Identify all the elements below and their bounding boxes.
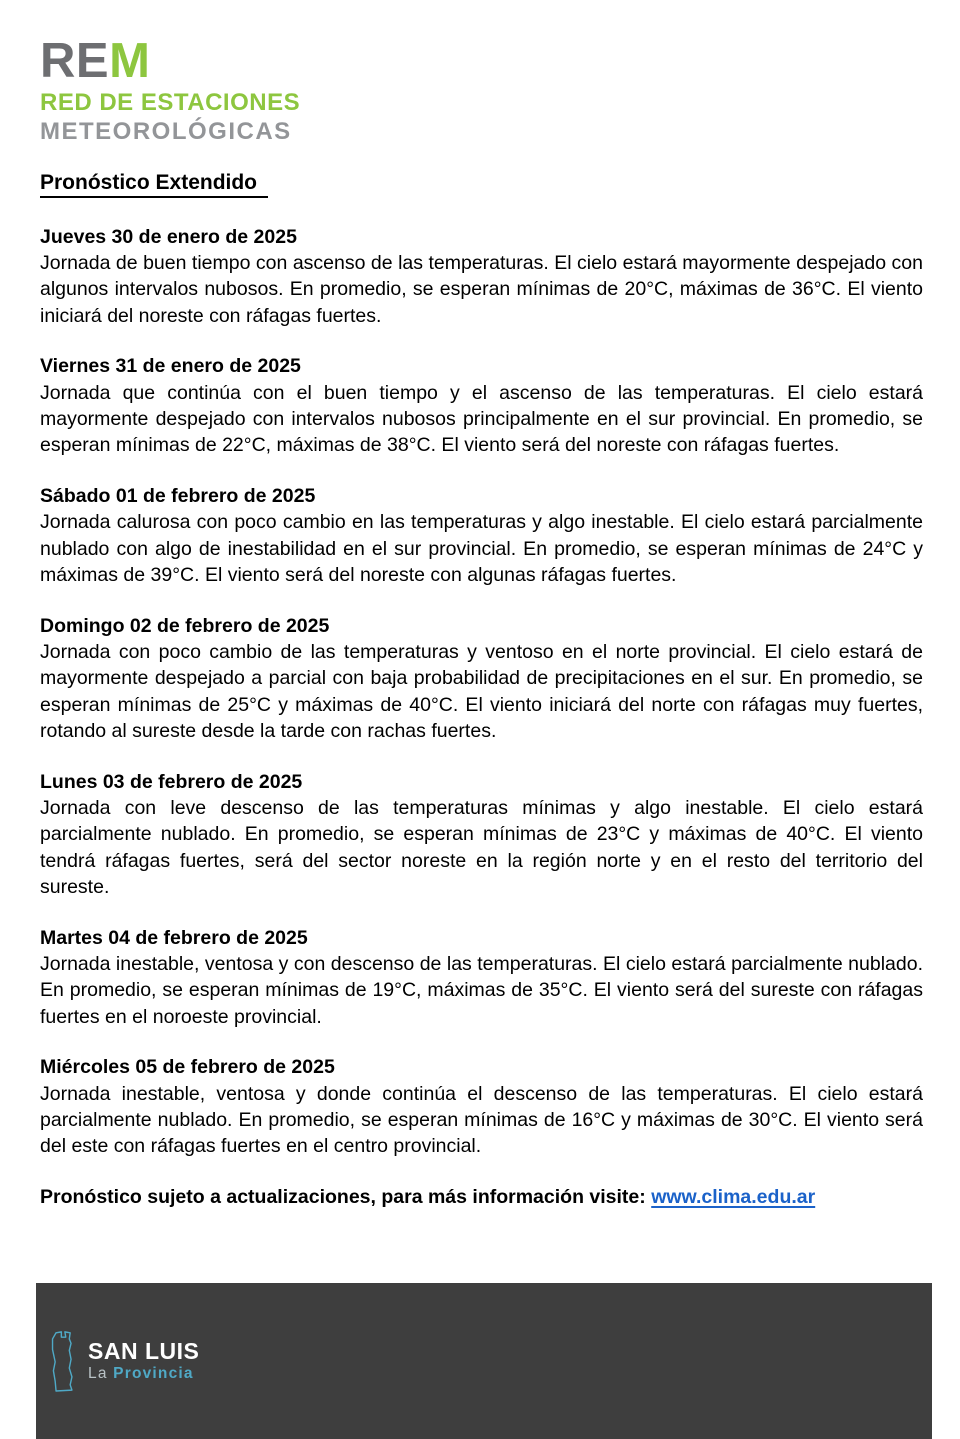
rem-logo-subtitle-1: RED DE ESTACIONES xyxy=(40,88,301,116)
san-luis-name: SAN LUIS xyxy=(88,1338,200,1365)
rem-logo xyxy=(40,34,923,145)
forecast-body: Jornada con poco cambio de las temperaturas y ventoso en el norte provincial. El cielo estará de mayormente despejado a parcial con baja probabilidad de precipitaciones en el sur. En promedio, se esperan mínimas de 25°C y máximas de 40°C. El viento iniciará del norte con ráfagas muy fuertes, rotando al sureste desde la tarde con rachas fuertes. xyxy=(40,640,923,743)
forecast-date-heading: Domingo 02 de febrero de 2025 xyxy=(40,614,330,637)
forecast-body: Jornada inestable, ventosa y con descenso de las temperaturas. El cielo estará parcialmente nublado. En promedio, se esperan mínimas de 19°C, máximas de 35°C. El viento será del sureste con ráfagas fuertes en el noroeste provincial. xyxy=(40,952,923,1028)
forecast-section-monday xyxy=(40,769,923,901)
forecast-date-heading: Lunes 03 de febrero de 2025 xyxy=(40,770,303,793)
san-luis-logo-text xyxy=(88,1340,199,1382)
forecast-section-saturday xyxy=(40,483,923,589)
san-luis-banner xyxy=(36,1283,932,1439)
page-title xyxy=(40,171,923,198)
forecast-body: Jornada inestable, ventosa y donde continúa el descenso de las temperaturas. El cielo estará parcialmente nublado. En promedio, se esperan mínimas de 16°C y máximas de 30°C. El viento será del este con ráfagas fuertes en el centro provincial. xyxy=(40,1082,923,1158)
rem-logo-subtitle-2: METEOROLÓGICAS xyxy=(40,117,292,145)
clima-website-link[interactable]: www.clima.edu.ar xyxy=(651,1185,816,1208)
forecast-date-heading: Martes 04 de febrero de 2025 xyxy=(40,926,308,949)
san-luis-tagline xyxy=(88,1366,199,1382)
forecast-date-heading: Miércoles 05 de febrero de 2025 xyxy=(40,1056,335,1079)
san-luis-tagline-la: La xyxy=(88,1365,108,1383)
forecast-date-heading: Sábado 01 de febrero de 2025 xyxy=(40,484,316,507)
forecast-section-tuesday xyxy=(40,925,923,1031)
forecast-section-wednesday xyxy=(40,1054,923,1160)
forecast-body: Jornada de buen tiempo con ascenso de las temperaturas. El cielo estará mayormente despejado con algunos intervalos nubosos. En promedio, se esperan mínimas de 20°C, máximas de 36°C. El viento iniciará del noreste con ráfagas fuertes. xyxy=(40,252,923,327)
forecast-section-thursday xyxy=(40,224,923,330)
update-disclaimer xyxy=(40,1184,923,1210)
update-disclaimer-text: Pronóstico sujeto a actualizaciones, para más información visite: xyxy=(40,1185,646,1208)
forecast-section-friday xyxy=(40,353,923,459)
forecast-body: Jornada con leve descenso de las temperaturas mínimas y algo inestable. El cielo estará parcialmente nublado. En promedio, se esperan mínimas de 23°C y máximas de 40°C. El viento tendrá ráfagas fuertes, será del sector noreste en la región norte y en el resto del territorio del sureste. xyxy=(40,796,923,899)
forecast-body: Jornada calurosa con poco cambio en las temperaturas y algo inestable. El cielo estará parcialmente nublado con algo de inestabilidad en el sur provincial. En promedio, se esperan mínimas de 24°C y máximas de 39°C. El viento será del noreste con algunas ráfagas fuertes. xyxy=(40,511,923,587)
rem-logo-wordmark xyxy=(40,34,923,88)
forecast-section-sunday xyxy=(40,613,923,745)
forecast-body: Jornada que continúa con el buen tiempo y el ascenso de las temperaturas. El cielo estará mayormente despejado con intervalos nubosos principalmente en el sur provincial. En promedio, se esperan mínimas de 22°C, máximas de 38°C. El viento será del noreste con ráfagas fuertes. xyxy=(40,381,923,457)
rem-logo-re: RE xyxy=(40,34,110,88)
san-luis-tagline-provincia: Provincia xyxy=(113,1365,194,1383)
forecast-date-heading: Jueves 30 de enero de 2025 xyxy=(40,225,297,248)
forecast-date-heading: Viernes 31 de enero de 2025 xyxy=(40,355,301,378)
san-luis-logo xyxy=(49,1329,199,1393)
forecast-list xyxy=(40,224,923,1160)
rem-logo-m: M xyxy=(109,34,151,88)
san-luis-province-outline-icon xyxy=(49,1329,79,1393)
page-title-text: Pronóstico Extendido xyxy=(40,171,268,198)
